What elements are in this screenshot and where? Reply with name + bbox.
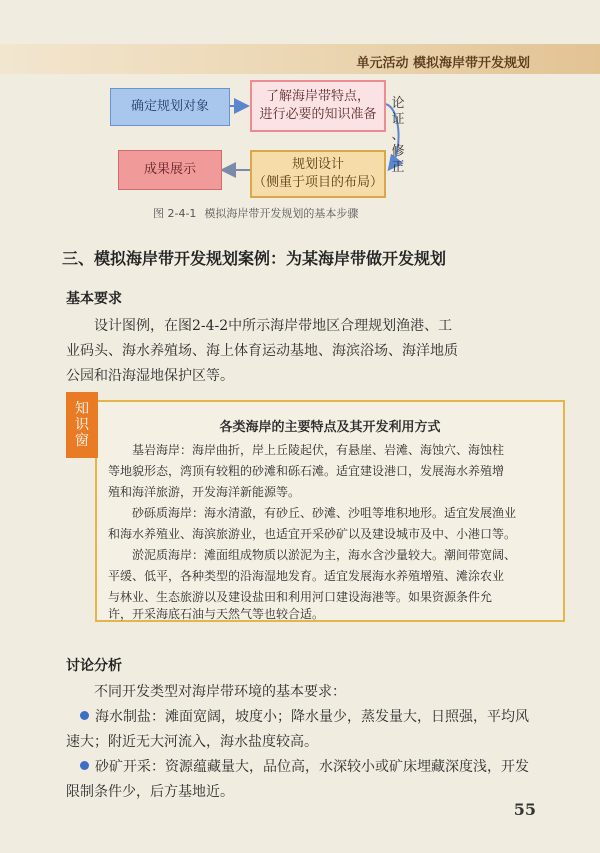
knowledge-line: 殖和海洋旅游，开发海洋新能源等。 <box>108 485 301 499</box>
knowledge-line: 与林业、生态旅游以及建设盐田和利用河口建设海港等。如果资源条件允 <box>108 590 493 604</box>
requirements-paragraph <box>66 314 538 339</box>
knowledge-tag-char: 知 <box>75 401 89 417</box>
side-note-char: 、 <box>391 128 405 143</box>
section-title: 三、模拟海岸带开发规划案例：为某海岸带做开发规划 <box>62 249 447 268</box>
requirements-heading: 基本要求 <box>66 291 122 307</box>
figure-caption <box>153 205 358 221</box>
side-note-char: 正 <box>391 160 405 175</box>
flow-side-note <box>388 96 408 176</box>
knowledge-tag-char: 识 <box>75 417 89 433</box>
knowledge-line: 等地貌形态，湾顶有较粗的砂滩和砾石滩。适宜建设港口，发展海水养殖增 <box>108 464 505 478</box>
bullet-dot-icon <box>80 761 89 770</box>
bullet-text: 砂矿开采：资源蕴藏量大，品位高，水深较小或矿床埋藏深度浅，开发 <box>95 759 529 775</box>
bullet-text: 海水制盐：滩面宽阔，坡度小；降水量少，蒸发量大，日照强，平均风 <box>95 709 529 725</box>
unit-header-title: 单元活动 模拟海岸带开发规划 <box>356 56 530 71</box>
flow-box-result-display-label: 成果展示 <box>143 162 196 177</box>
flow-box-understand-line1: 了解海岸带特点， <box>265 89 370 104</box>
side-note-char: 证 <box>391 112 405 127</box>
flow-box-understand <box>250 80 386 132</box>
flow-box-define-object-label: 确定规划对象 <box>130 99 209 114</box>
side-note-char: 修 <box>391 144 405 159</box>
discussion-line: 限制条件少，后方基地近。 <box>66 784 234 800</box>
knowledge-tag-char: 窗 <box>75 433 89 449</box>
knowledge-line: 平缓、低平，各种类型的沿海湿地发育。适宜发展海水养殖增殖、滩涂农业 <box>108 569 505 583</box>
knowledge-line: 许，开采海底石油与天然气等也较合适。 <box>108 607 325 621</box>
discussion-line: 速大；附近无大河流入，海水盐度较高。 <box>66 734 318 750</box>
knowledge-paragraph-bedrock: 基岩海岸：海岸曲折，岸上丘陵起伏，有悬崖、岩滩、海蚀穴、海蚀柱 <box>132 443 505 457</box>
figure-number: 图 2-4-1 <box>153 207 197 220</box>
figure-caption-text: 模拟海岸带开发规划的基本步骤 <box>204 207 359 220</box>
flow-box-planning-design-line2: （侧重于项目的布局） <box>252 175 383 190</box>
page-number: 55 <box>513 800 536 819</box>
discussion-bullet-salt <box>80 705 540 730</box>
knowledge-line: 和海水养殖业、海滨旅游业，也适宜开采砂矿以及建设城市及中、小港口等。 <box>108 527 517 541</box>
knowledge-window-title: 各类海岸的主要特点及其开发利用方式 <box>219 420 441 435</box>
flow-box-planning-design-line1: 规划设计 <box>291 157 344 172</box>
knowledge-paragraph-muddy: 淤泥质海岸：滩面组成物质以淤泥为主，海水含沙量较大。潮间带宽阔、 <box>132 548 517 562</box>
flow-box-planning-design <box>250 150 386 198</box>
requirements-line: 设计图例，在图2-4-2中所示海岸带地区合理规划渔港、工 <box>94 318 453 334</box>
requirements-line: 业码头、海水养殖场、海上体育运动基地、海滨浴场、海洋地质 <box>66 343 458 359</box>
bullet-dot-icon <box>80 711 89 720</box>
discussion-intro: 不同开发类型对海岸带环境的基本要求： <box>94 684 346 700</box>
discussion-heading: 讨论分析 <box>66 658 122 674</box>
knowledge-paragraph-sandy: 砂砾质海岸：海水清澈，有砂丘、砂滩、沙咀等堆积地形。适宜发展渔业 <box>132 506 517 520</box>
knowledge-window-tag <box>66 392 98 458</box>
flow-box-result-display <box>118 150 222 190</box>
requirements-line: 公园和沿海湿地保护区等。 <box>66 368 234 384</box>
flow-box-understand-line2: 进行必要的知识准备 <box>259 107 377 122</box>
side-note-char: 论 <box>391 96 405 111</box>
discussion-bullet-mining <box>80 755 540 780</box>
flow-box-define-object <box>110 88 230 126</box>
